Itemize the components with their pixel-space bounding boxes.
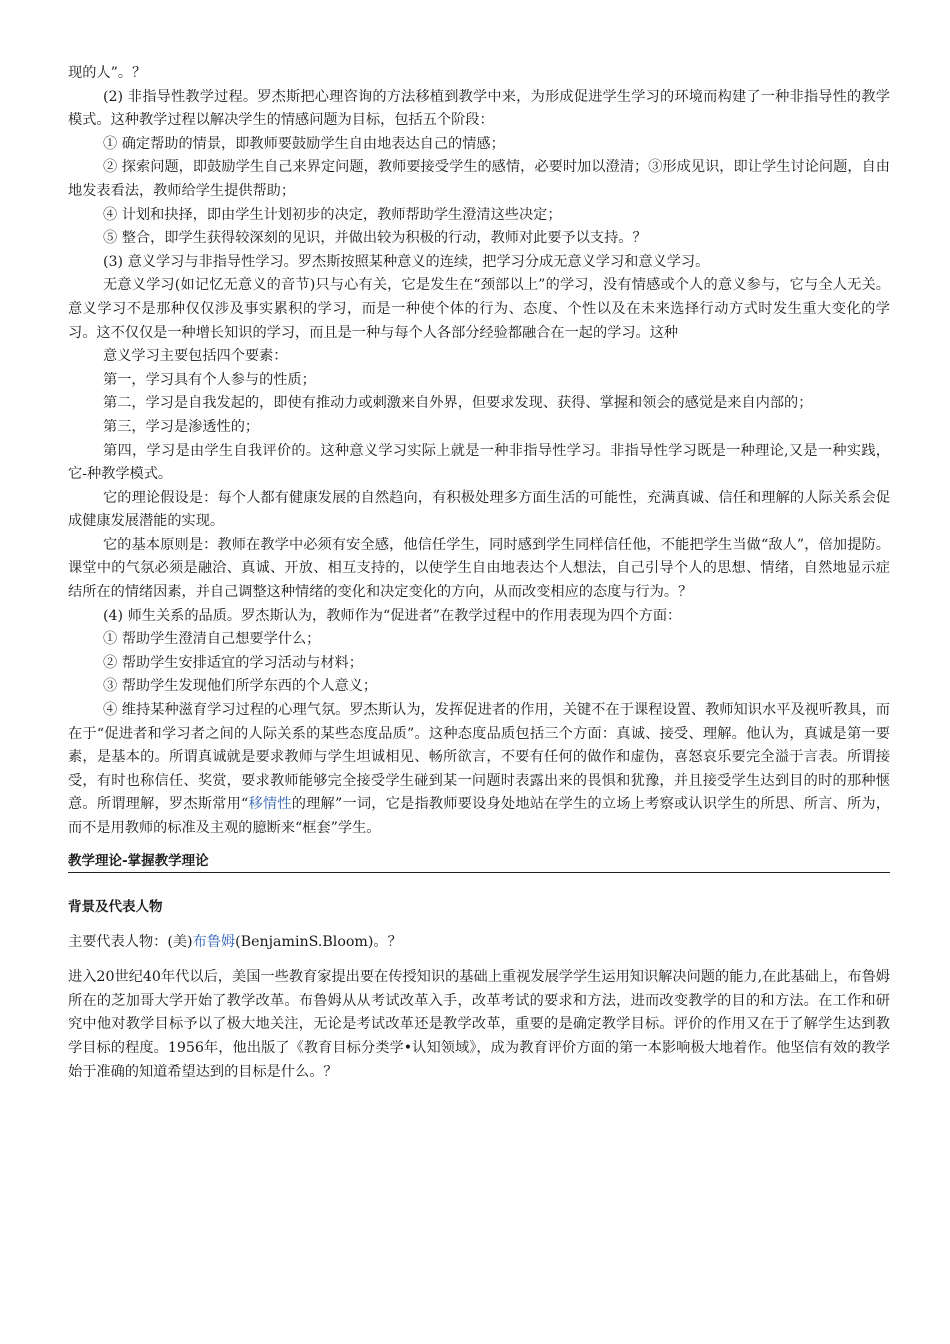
paragraph: 它的基本原则是：教师在教学中必须有安全感，他信任学生，同时感到学生同样信任他，不能把学生当做“敌人”，倍加提防。课堂中的气氛必须是融洽、真诚、开放、相互支持的，以使学生自由地表达个人想法，自己引导个人的思想、情绪，自然地显示症结所在的情绪因素，并自己调整这种情绪的变化和决定变化的方向，从而改变相应的态度与行为。？ [68,536,890,601]
representative-line [68,931,890,955]
list-item: 第四，学习是由学生自我评价的。这种意义学习实际上就是一种非指导性学习。非指导性学习既是一种理论,又是一种实践，它-种教学模式。 [68,442,890,483]
paragraph: 它的理论假设是：每个人都有健康发展的自然趋向，有积极处理多方面生活的可能性，充满真诚、信任和理解的人际关系会促成健康发展潜能的实现。 [68,489,890,530]
document-page [68,62,890,1084]
list-item [68,699,890,841]
list-item: ⑤ 整合，即学生获得较深刻的见识，并做出较为积极的行动，教师对此要予以支持。？ [103,230,647,247]
list-item: ② 探索问题，即鼓励学生自己来界定问题，教师要接受学生的感情，必要时加以澄清；③形成见识，即让学生讨论问题，自由地发表看法，教师给学生提供帮助； [68,159,890,199]
paragraph: (2) 非指导性教学过程。罗杰斯把心理咨询的方法移植到教学中来，为形成促进学生学习的环境而构建了一种非指导性的教学模式。这种教学过程以解决学生的情感问题为目标，包括五个阶段： [68,88,890,129]
paragraph: (3) 意义学习与非指导性学习。罗杰斯按照某种意义的连续，把学习分成无意义学习和意义学习。 [103,253,710,270]
list-item: ④ 计划和抉择，即由学生计划初步的决定，教师帮助学生澄清这些决定； [103,206,562,223]
list-item: 第二，学习是自我发起的，即使有推动力或刺激来自外界，但要求发现、获得、掌握和领会的感觉是来自内部的； [103,395,813,412]
closing-paragraph: 进入20世纪40年代以后，美国一些教育家提出要在传授知识的基础上重视发展学学生运用知识解决问题的能力,在此基础上，布鲁姆所在的芝加哥大学开始了教学改革。布鲁姆从从考试改革入手，改革考试的要求和方法，进而改变教学的目的和方法。在工作和研究中他对教学目标予以了极大地关注，无论是考试改革还是教学改革，重要的是确定教学目标。评价的作用又在于了解学生达到教学目标的程度。1956年，他出版了《教育目标分类学•认知领域》，成为教育评价方面的第一本影响极大地着作。他坚信有效的教学始于准确的知道希望达到的目标是什么。？ [68,969,890,1080]
empathy-link[interactable]: 移情性 [248,796,292,813]
section-heading: 教学理论-掌握教学理论 [68,851,890,873]
upper-text-block [68,62,890,841]
paragraph: 现的人”。？ [68,65,147,81]
list-item: ① 帮助学生澄清自己想要学什么； [103,631,321,648]
text-run: ④ 维持某种滋育学习过程的心理气氛。罗杰斯认为，发挥促进者的作用，关键不在于课程设置、教师知识水平及视听教具，而在于“促进者和学习者之间的人际关系的某些态度品质”。这种态度品质包括三个方面：真诚、接受、理解。他认为，真诚是第一要素，是基本的。所谓真诚就是要求教师与学生坦诚相见、畅所欲言，不要有任何的做作和虚伪，喜怒哀乐要完全溢于言表。所谓接受，有时也称信任、奖赏，要求教师能够完全接受学生碰到某一问题时表露出来的畏惧和犹豫，并且接受学生达到目的时的那种惬意。所谓理解，罗杰斯常用“ [68,702,890,813]
list-item: 第一，学习具有个人参与的性质； [103,371,316,388]
paragraph: 无意义学习(如记忆无意义的音节)只与心有关，它是发生在“颈部以上”的学习，没有情感或个人的意义参与，它与全人无关。意义学习不是那种仅仅涉及事实累积的学习，而是一种使个体的行为、态度、个性以及在未来选择行动方式时发生重大变化的学习。这不仅仅是一种增长知识的学习，而且是一种与每个人各部分经验都融合在一起的学习。这种 [68,277,890,341]
text-run: 的理解”一词，它是指教师要设身处地站在学生的立场上考察或认识学生的所思、所言、所为，而不是用教师的标准及主观的臆断来“框套”学生。 [68,796,890,836]
sub-heading: 背景及代表人物 [68,898,163,915]
list-item: ① 确定帮助的情景，即教师要鼓励学生自由地表达自己的情感； [103,135,505,152]
list-item: ③ 帮助学生发现他们所学东西的个人意义； [103,678,378,695]
list-item: ② 帮助学生安排适宜的学习活动与材料； [103,654,363,671]
paragraph: 意义学习主要包括四个要素： [103,348,288,365]
bloom-link[interactable]: 布鲁姆 [192,933,236,950]
paragraph: (4) 师生关系的品质。罗杰斯认为，教师作为“促进者”在教学过程中的作用表现为四个方面： [103,607,682,624]
text-run: 主要代表人物：(美) [68,933,193,950]
list-item: 第三，学习是渗透性的； [103,418,260,435]
text-run: (BenjaminS.Bloom)。？ [235,933,402,950]
